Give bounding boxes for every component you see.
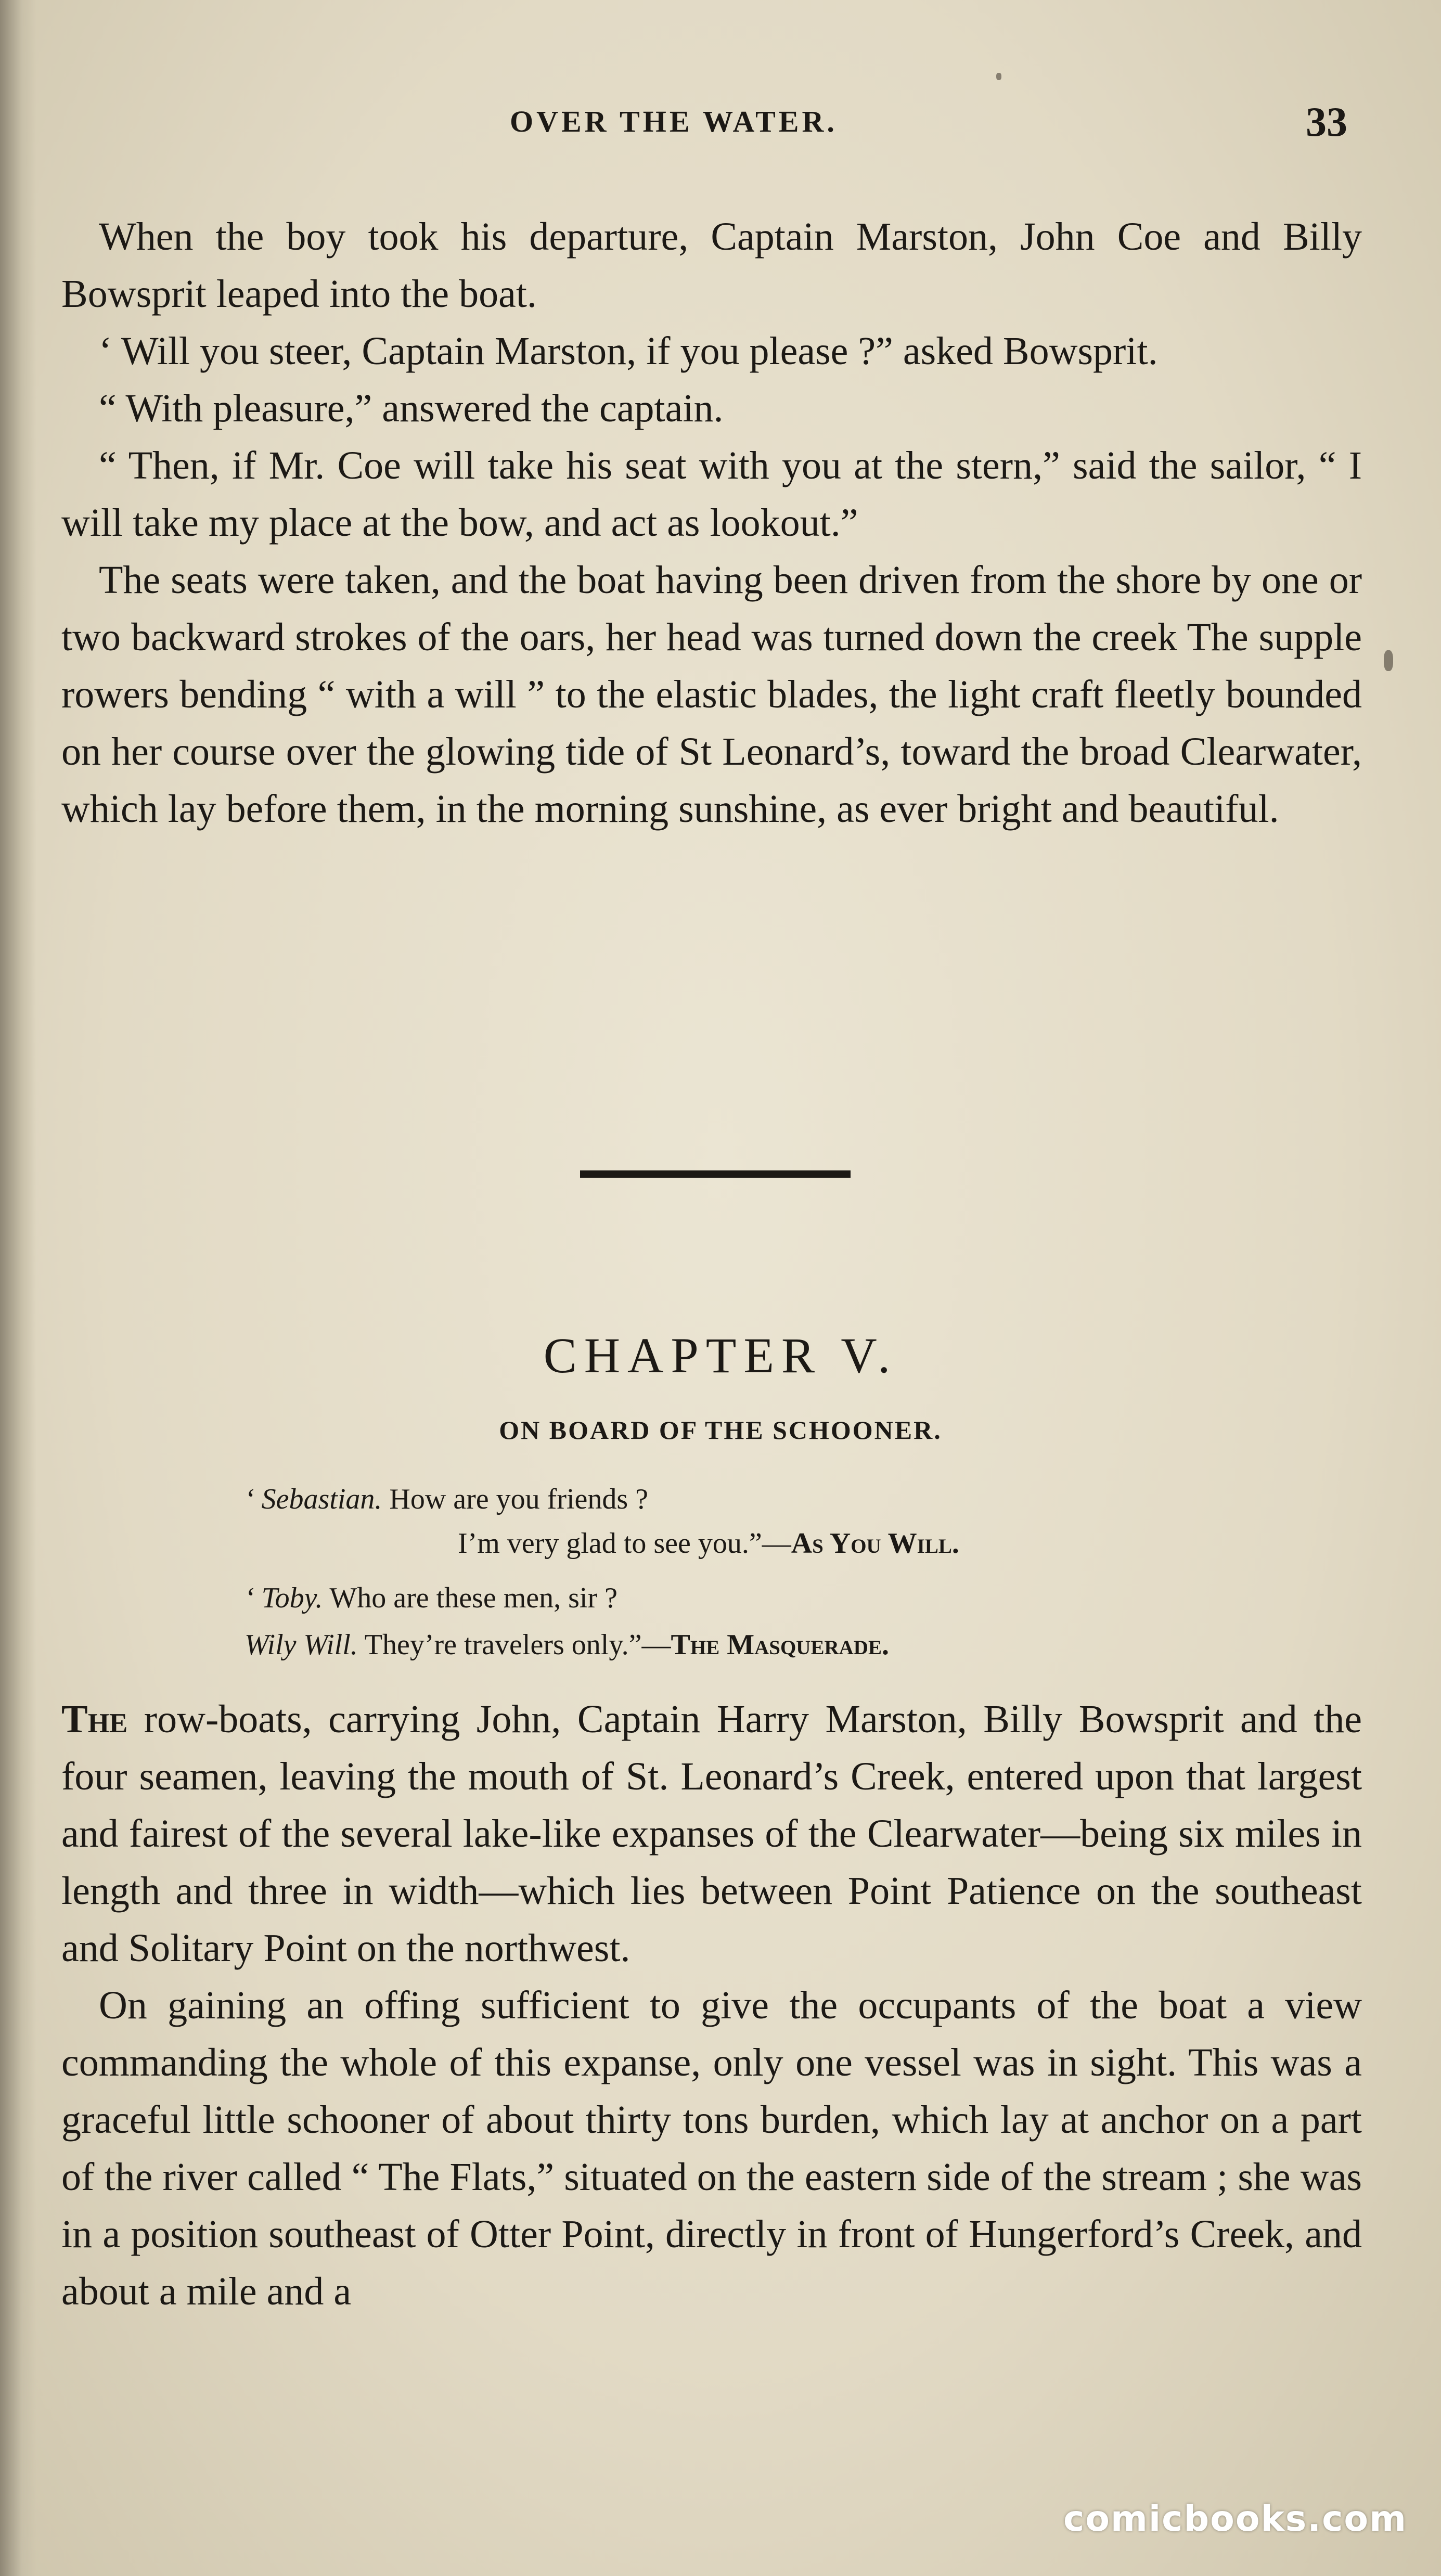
- epigraph-line: [245, 1628, 889, 1661]
- paragraph: On gaining an offing sufficient to give the occupants of the boat a view commanding the whole of this expanse, only one vessel was in sight. This was a graceful little schooner of about thirty tons burden, which lay at anchor on a part of the river called “ The Flats,” situated on the eastern side of the stream ; she was in a position southeast of Otter Point, directly in front of Hungerford’s Creek, and about a mile and a: [61, 1983, 1362, 2313]
- epigraph-line: [245, 1483, 648, 1516]
- chapter-title: CHAPTER V.: [543, 1328, 898, 1383]
- epigraph-speaker: Wily Will.: [245, 1629, 358, 1661]
- epigraph-text: Who are these men, sir ?: [329, 1582, 617, 1614]
- epigraph-line: [245, 1581, 617, 1615]
- ink-speck: [1384, 650, 1393, 671]
- paragraph: When the boy took his departure, Captain Marston, John Coe and Billy Bowsprit leaped into the boat.: [61, 215, 1362, 316]
- paragraph-text: row-boats, carrying John, Captain Harry Marston, Billy Bowsprit and the four seamen, leaving the mouth of St. Leonard’s Creek, entered upon that largest and fairest of the several lake-like expanses of the Clearwater—being six miles in length and three in width—which lies between Point Patience on the southeast and Solitary Point on the northwest.: [61, 1697, 1362, 1970]
- paragraph: “ With pleasure,” answered the captain.: [99, 387, 724, 430]
- epigraph-text: They’re travelers only.”—: [364, 1629, 671, 1661]
- epigraph-text: How are you friends ?: [389, 1483, 649, 1515]
- section-divider-rule: [580, 1170, 851, 1178]
- epigraph-line: [458, 1527, 959, 1560]
- epigraph-source: The Masquerade.: [671, 1629, 889, 1661]
- epigraph-speaker: ‘ Sebastian.: [245, 1483, 382, 1515]
- text-section-1: [61, 208, 1362, 838]
- watermark: comicbooks.com: [1063, 2498, 1407, 2540]
- chapter-subtitle: ON BOARD OF THE SCHOONER.: [499, 1415, 942, 1445]
- text-section-2: [61, 1691, 1362, 2320]
- paragraph: [61, 1691, 1362, 1977]
- epigraph-speaker: ‘ Toby.: [245, 1582, 323, 1614]
- epigraph-text: I’m very glad to see you.”—: [458, 1527, 791, 1560]
- running-head: OVER THE WATER.: [510, 105, 838, 138]
- ink-speck: [996, 73, 1001, 80]
- paragraph: The seats were taken, and the boat having been driven from the shore by one or two backward strokes of the oars, her head was turned down the creek The supple rowers bending “ with a will ” to the elastic blades, the light craft fleetly bounded on her course over the glowing tide of St Leonard’s, toward the broad Clearwater, which lay before them, in the morning sunshine, as ever bright and beautiful.: [61, 558, 1362, 831]
- paragraph: ‘ Will you steer, Captain Marston, if you please ?” asked Bowsprit.: [99, 329, 1158, 373]
- paragraph: “ Then, if Mr. Coe will take his seat with you at the stern,” said the sailor, “ I will take my place at the bow, and act as lookout.”: [61, 444, 1362, 545]
- page-number: 33: [1306, 99, 1347, 145]
- page-gutter-shadow: [0, 0, 36, 2576]
- epigraph-source: As You Will.: [791, 1527, 959, 1560]
- opening-word: The: [61, 1697, 128, 1741]
